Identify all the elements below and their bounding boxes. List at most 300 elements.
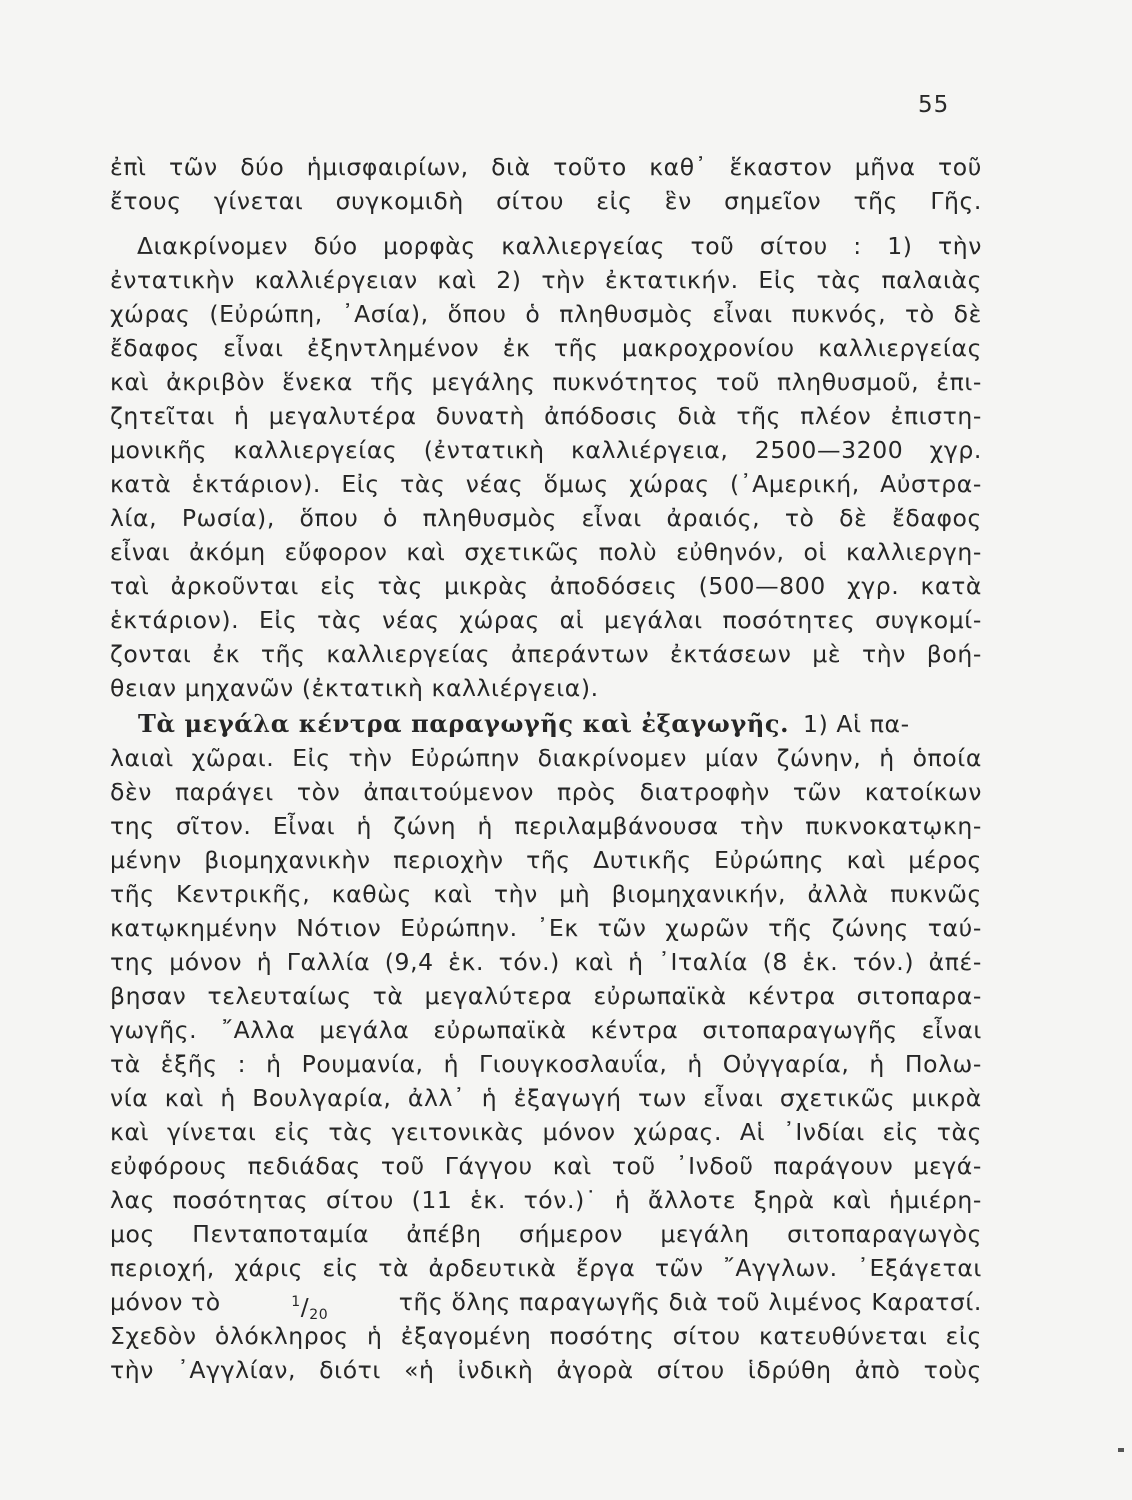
word: σίτου bbox=[325, 1186, 394, 1214]
word: ἡ bbox=[356, 812, 372, 840]
word: τοῦ bbox=[716, 368, 760, 396]
word: εἶναι bbox=[223, 334, 284, 362]
word: (9,4 bbox=[384, 948, 434, 976]
word: διότι bbox=[319, 1356, 381, 1384]
word: Ρουμανία, bbox=[301, 1050, 424, 1078]
word: (8 bbox=[762, 948, 788, 976]
word: 1) bbox=[887, 232, 913, 260]
word: ὅπου bbox=[447, 300, 507, 328]
word: λαιαὶ bbox=[110, 744, 174, 772]
word: Εὐρώπην. bbox=[400, 914, 518, 942]
word: εὔφορον bbox=[284, 538, 388, 566]
word: εἶναι bbox=[703, 1084, 764, 1112]
word: καλλιεργείας bbox=[233, 436, 398, 464]
word: καλλιεργείας bbox=[501, 232, 666, 260]
word: χγρ. bbox=[929, 436, 982, 464]
text-line bbox=[110, 467, 982, 501]
text-line bbox=[137, 229, 982, 263]
word: ὅμως bbox=[543, 470, 609, 498]
word: τὰς bbox=[328, 1118, 374, 1146]
word: ἰνδικὴ bbox=[457, 1356, 534, 1384]
text-line bbox=[110, 1319, 982, 1353]
word: πυκνοκατῳκη- bbox=[805, 812, 982, 840]
word: μικρὰ bbox=[911, 1084, 982, 1112]
text-line bbox=[110, 399, 982, 433]
word: τῆς bbox=[768, 914, 813, 942]
word: τῶν bbox=[597, 914, 647, 942]
word: τοῦτο bbox=[553, 153, 627, 181]
word: τόν.) bbox=[852, 948, 915, 976]
word: ἡ bbox=[869, 1050, 885, 1078]
word: χώρας bbox=[110, 300, 191, 328]
word: χγρ. bbox=[847, 572, 900, 600]
word: καλλιέργεια, bbox=[570, 436, 729, 464]
text-line bbox=[110, 877, 982, 911]
word: ἀποδόσεις bbox=[549, 572, 678, 600]
word: εἶναι bbox=[110, 538, 171, 566]
word: ἑκτάριον). bbox=[191, 470, 321, 498]
word: ἕκαστον bbox=[729, 153, 833, 181]
word: καὶ bbox=[574, 948, 614, 976]
word: τὰς bbox=[816, 266, 862, 294]
word: Γιουγκοσλαυΐα, bbox=[479, 1050, 668, 1078]
word: μεγάλης bbox=[431, 368, 536, 396]
word: ἔτους bbox=[110, 187, 182, 215]
word: εὐρωπαϊκὰ bbox=[433, 1016, 567, 1044]
text-line bbox=[110, 1183, 982, 1217]
word: εἰς bbox=[596, 187, 633, 215]
page-number: 55 bbox=[918, 92, 950, 118]
word: Πενταποταμία bbox=[192, 1220, 370, 1248]
word: συγκομιδὴ bbox=[335, 187, 464, 215]
word: κατὰ bbox=[920, 572, 982, 600]
word: ἔδαφος bbox=[892, 504, 982, 532]
word: ποσότητας bbox=[172, 1186, 309, 1214]
word: κατὰ bbox=[110, 470, 172, 498]
text-line bbox=[110, 637, 982, 671]
word: τοῦ bbox=[938, 153, 982, 181]
word: διατροφὴν bbox=[639, 778, 770, 806]
word: τὰ bbox=[378, 1254, 410, 1282]
word: ὁλόκληρος bbox=[214, 1322, 349, 1350]
word: ἄλλοτε bbox=[648, 1186, 737, 1214]
word: χῶραι. bbox=[191, 744, 275, 772]
word: παράγει bbox=[175, 778, 274, 806]
word: χωρῶν bbox=[665, 914, 750, 942]
text-line bbox=[110, 1115, 982, 1149]
word: των bbox=[638, 1084, 687, 1112]
word: ταὶ bbox=[110, 572, 150, 600]
word: της bbox=[110, 948, 155, 976]
word: ᾽Εξάγεται bbox=[857, 1254, 982, 1282]
word: καλλιεργείας bbox=[326, 640, 491, 668]
word: Ρωσία), bbox=[181, 504, 275, 532]
word: μεγαλύτερα bbox=[424, 982, 573, 1010]
word: καὶ bbox=[164, 1084, 204, 1112]
word: χάρις bbox=[234, 1254, 304, 1282]
word: μεγάλη bbox=[660, 1220, 750, 1248]
word: μέρος bbox=[908, 846, 982, 874]
word: πληθυσμὸς bbox=[422, 504, 557, 532]
word: πολὺ bbox=[598, 538, 658, 566]
word: καὶ bbox=[832, 1186, 872, 1214]
word: τῶν bbox=[654, 1254, 704, 1282]
word: ῎Αγγλων. bbox=[723, 1254, 838, 1282]
word: τῆς bbox=[553, 334, 599, 362]
word: Εὐρώπην bbox=[410, 744, 520, 772]
word: τῆς bbox=[110, 880, 155, 908]
text-line bbox=[110, 1013, 982, 1047]
word: Εἶναι bbox=[272, 812, 336, 840]
text-line bbox=[110, 150, 982, 184]
word: μεγάλαι bbox=[604, 606, 703, 634]
word: 2) bbox=[496, 266, 522, 294]
word: ἡ bbox=[628, 948, 644, 976]
word: ἡ bbox=[614, 1186, 631, 1214]
word: μορφὰς bbox=[383, 232, 476, 260]
word: ἕνεκα bbox=[282, 368, 353, 396]
word: ἡ bbox=[266, 1050, 282, 1078]
word: παλαιὰς bbox=[881, 266, 982, 294]
word: τοῦ bbox=[611, 1152, 656, 1180]
word: ἐκ bbox=[212, 640, 241, 668]
word: καλλιεργείας bbox=[818, 334, 982, 362]
word: σιτοπαραγωγὸς bbox=[787, 1220, 982, 1248]
word: γίνεται bbox=[213, 187, 304, 215]
word: Αἱ bbox=[739, 1118, 766, 1146]
word: τὸ bbox=[905, 300, 935, 328]
word: περιοχή, bbox=[110, 1254, 215, 1282]
text-line bbox=[110, 535, 982, 569]
word: οἱ bbox=[803, 538, 828, 566]
word: τὴν bbox=[110, 1356, 154, 1384]
section-line bbox=[110, 707, 982, 741]
word: τὸν bbox=[296, 778, 341, 806]
word: πυκνῶς bbox=[890, 880, 982, 908]
word: καὶ bbox=[552, 1152, 592, 1180]
word: καὶ bbox=[406, 538, 446, 566]
word: παράγουν bbox=[773, 1152, 894, 1180]
text-line bbox=[110, 501, 982, 535]
word: Γαλλία bbox=[286, 948, 371, 976]
word: μονικῆς bbox=[110, 436, 208, 464]
word: Εὐρώπης bbox=[714, 846, 825, 874]
word: Εἰς bbox=[258, 606, 298, 634]
word: τόν.)˙ bbox=[523, 1186, 598, 1214]
word: ὅπου bbox=[299, 504, 359, 532]
text-line bbox=[110, 1251, 982, 1285]
word: εἶναι bbox=[921, 1016, 982, 1044]
word: μίαν bbox=[704, 744, 759, 772]
word: Γῆς. bbox=[930, 187, 982, 215]
text-line bbox=[110, 297, 982, 331]
word: ἀρδευτικὰ bbox=[428, 1254, 557, 1282]
text-line bbox=[110, 569, 982, 603]
word: εἰς bbox=[274, 1118, 311, 1146]
word: ᾽Αγγλίαν, bbox=[177, 1356, 297, 1384]
word: νέας bbox=[465, 470, 524, 498]
text-line bbox=[110, 843, 982, 877]
word: τῆς bbox=[526, 846, 571, 874]
word: τῆς bbox=[736, 402, 781, 430]
word: 2500—3200 bbox=[754, 436, 904, 464]
word: ἑξῆς bbox=[160, 1050, 218, 1078]
word: ἡμιέρη- bbox=[888, 1186, 982, 1214]
word: ἐπὶ bbox=[110, 153, 147, 181]
fraction-line bbox=[110, 1285, 982, 1323]
word: σιτοπαραγωγῆς bbox=[702, 1016, 898, 1044]
word: βιομηχανικήν, bbox=[611, 880, 787, 908]
word: δύο bbox=[313, 232, 358, 260]
word: (500—800 bbox=[698, 572, 826, 600]
word: ἀραιός, bbox=[666, 504, 761, 532]
word: : bbox=[237, 1050, 247, 1078]
fraction-denominator: 20 bbox=[309, 1307, 329, 1323]
word: δύο bbox=[240, 153, 285, 181]
word: ἐξαγωγή bbox=[513, 1084, 622, 1112]
word: ἀπέ- bbox=[928, 948, 982, 976]
word: ζώνης bbox=[831, 914, 909, 942]
word: ἐκ bbox=[502, 334, 531, 362]
word: ἑκ. bbox=[470, 1186, 506, 1214]
word: ἑκ. bbox=[802, 948, 839, 976]
word: ἡ bbox=[443, 1050, 460, 1078]
word: τὰ bbox=[372, 982, 404, 1010]
word: δὲ bbox=[953, 300, 982, 328]
section-heading: Τὰ μεγάλα κέντρα παραγωγῆς καὶ ἐξαγωγῆς. bbox=[138, 709, 790, 738]
scan-mark bbox=[1118, 1448, 1124, 1452]
word: Βουλγαρία, bbox=[252, 1084, 392, 1112]
word: ἡ bbox=[220, 1084, 236, 1112]
word: ἀπὸ bbox=[854, 1356, 901, 1384]
text-line bbox=[110, 1149, 982, 1183]
word: τὴν bbox=[348, 744, 393, 772]
word: περιλαμβάνουσα bbox=[514, 812, 719, 840]
word: βοή- bbox=[926, 640, 982, 668]
word: ἐξηντλημένον bbox=[306, 334, 480, 362]
text-line bbox=[110, 331, 982, 365]
word: ᾽Εκ bbox=[536, 914, 579, 942]
text-line bbox=[110, 263, 982, 297]
word: καὶ bbox=[846, 846, 886, 874]
word: χώρας. bbox=[633, 1118, 723, 1146]
word: βιομηχανικὴν bbox=[204, 846, 371, 874]
word: ῎Αλλα bbox=[221, 1016, 296, 1044]
word: Οὐγγαρία, bbox=[722, 1050, 850, 1078]
word: ἑκ. bbox=[448, 948, 485, 976]
word: δὲν bbox=[110, 778, 153, 806]
word: ἱδρύθη bbox=[747, 1356, 832, 1384]
word: μικρὰς bbox=[444, 572, 529, 600]
word: μένην bbox=[110, 846, 182, 874]
word: Εἰς bbox=[292, 744, 331, 772]
word: μος bbox=[110, 1220, 155, 1248]
word: σῖτον. bbox=[175, 812, 252, 840]
word: εἰς bbox=[945, 1322, 982, 1350]
word: ἀλλ᾽ bbox=[407, 1084, 466, 1112]
text-fragment: τῆς ὅλης παραγωγῆς διὰ τοῦ λιμένος Καρατσί. bbox=[398, 1288, 982, 1316]
word: τὰς bbox=[377, 572, 423, 600]
word: πλέον bbox=[800, 402, 872, 430]
word: ἐκτατικήν. bbox=[605, 266, 739, 294]
word: καὶ bbox=[437, 266, 477, 294]
word: ᾽Ινδίαι bbox=[782, 1118, 865, 1146]
word: τὰς bbox=[400, 470, 446, 498]
word: τῆς bbox=[853, 187, 899, 215]
word: κέντρα bbox=[590, 1016, 679, 1044]
text-line bbox=[110, 433, 982, 467]
word: ποσότης bbox=[549, 1322, 655, 1350]
word: Πολω- bbox=[904, 1050, 982, 1078]
word: καλλιέργειαν bbox=[254, 266, 418, 294]
word: μεγάλα bbox=[319, 1016, 410, 1044]
word: πυκνός, bbox=[791, 300, 887, 328]
word: ἡ bbox=[256, 948, 273, 976]
text-line bbox=[110, 1081, 982, 1115]
word: ὁ bbox=[525, 300, 541, 328]
word: καθὼς bbox=[331, 880, 412, 908]
word: ζώνην, bbox=[776, 744, 862, 772]
word: (ἐντατικὴ bbox=[423, 436, 545, 464]
word: μακροχρονίου bbox=[622, 334, 795, 362]
word: συγκομί- bbox=[875, 606, 982, 634]
word: καὶ bbox=[110, 1118, 150, 1146]
word: κατῳκημένην bbox=[110, 914, 278, 942]
word: ἔδαφος bbox=[110, 334, 200, 362]
word: ἀπέβη bbox=[406, 1220, 482, 1248]
word: τὴν bbox=[861, 640, 906, 668]
word: ἀπαιτούμενον bbox=[363, 778, 535, 806]
word: ὁποία bbox=[912, 744, 982, 772]
word: ἀκόμη bbox=[189, 538, 266, 566]
word: ἡ bbox=[477, 812, 493, 840]
word: ἡ bbox=[687, 1050, 703, 1078]
text-line bbox=[110, 184, 982, 218]
word: ἀπόδοσις bbox=[544, 402, 659, 430]
word: ἡ bbox=[879, 744, 895, 772]
word: μὴ bbox=[559, 880, 591, 908]
text-line: θειαν μηχανῶν (ἐκτατικὴ καλλιέργεια). bbox=[110, 674, 599, 702]
word: νία bbox=[110, 1084, 149, 1112]
word: εὐθηνόν, bbox=[676, 538, 785, 566]
word: τὴν bbox=[493, 880, 538, 908]
word: ἐπι- bbox=[936, 368, 982, 396]
text-line bbox=[110, 741, 982, 775]
word: σήμερον bbox=[518, 1220, 624, 1248]
word: ἐντατικὴν bbox=[110, 266, 235, 294]
word: «ἡ bbox=[404, 1356, 435, 1384]
word: ὁ bbox=[383, 504, 399, 532]
text-line bbox=[110, 365, 982, 399]
word: ἓν bbox=[664, 187, 692, 215]
text-line bbox=[110, 809, 982, 843]
word: Εἰς bbox=[758, 266, 797, 294]
word: (Εὐρώπη, bbox=[209, 300, 323, 328]
word: ἀγορὰ bbox=[556, 1356, 634, 1384]
word: πυκνότητος bbox=[552, 368, 700, 396]
word: ἀρκοῦνται bbox=[170, 572, 299, 600]
fraction: $^1/_{20}$ bbox=[291, 1293, 329, 1323]
word: Κεντρικῆς, bbox=[176, 880, 311, 908]
word: καθ᾽ bbox=[649, 153, 708, 181]
word: εἶναι bbox=[712, 300, 773, 328]
word: κατοίκων bbox=[864, 778, 982, 806]
word: τὴν bbox=[937, 232, 982, 260]
word: γίνεται bbox=[166, 1118, 257, 1146]
word: ᾽Ινδοῦ bbox=[675, 1152, 754, 1180]
word: της bbox=[110, 812, 155, 840]
word: ἀλλὰ bbox=[807, 880, 869, 908]
word: ἐπιστη- bbox=[890, 402, 982, 430]
word: εἰς bbox=[882, 1118, 919, 1146]
word: μόνον bbox=[542, 1118, 616, 1146]
text-line bbox=[110, 1353, 982, 1387]
word: διὰ bbox=[677, 402, 718, 430]
word: σίτου bbox=[656, 1356, 725, 1384]
word: (11 bbox=[411, 1186, 453, 1214]
word: δυνατὴ bbox=[435, 402, 525, 430]
text-fragment: μόνον τὸ bbox=[110, 1288, 221, 1316]
word: ταύ- bbox=[927, 914, 982, 942]
word: σχετικῶς bbox=[779, 1084, 896, 1112]
word: Αὐστρα- bbox=[880, 470, 982, 498]
text-line bbox=[110, 1047, 982, 1081]
word: χώρας bbox=[629, 470, 710, 498]
word: εἰς bbox=[322, 1254, 359, 1282]
word: μόνον bbox=[169, 948, 243, 976]
word: Νότιον bbox=[296, 914, 382, 942]
word: ἡ bbox=[366, 1322, 383, 1350]
word: πληθυσμὸς bbox=[559, 300, 694, 328]
text-line bbox=[110, 979, 982, 1013]
word: τὴν bbox=[541, 266, 586, 294]
text-line bbox=[110, 911, 982, 945]
word: εὐφόρους bbox=[110, 1152, 228, 1180]
word: περιοχὴν bbox=[393, 846, 504, 874]
text-line bbox=[110, 1217, 982, 1251]
word: αἱ bbox=[559, 606, 585, 634]
word: καλλιεργη- bbox=[845, 538, 982, 566]
word: τῆς bbox=[260, 640, 306, 668]
word: ἐκτάσεων bbox=[670, 640, 792, 668]
word: καὶ bbox=[433, 880, 473, 908]
word: τοὺς bbox=[923, 1356, 982, 1384]
word: ἐξαγομένη bbox=[400, 1322, 532, 1350]
word: ᾽Ιταλία bbox=[658, 948, 749, 976]
word: (᾽Αμερική, bbox=[730, 470, 860, 498]
word: τῶν bbox=[169, 153, 218, 181]
word: ἡμισφαιρίων, bbox=[306, 153, 469, 181]
word: σίτου bbox=[672, 1322, 741, 1350]
word: διὰ bbox=[491, 153, 531, 181]
word: γειτονικὰς bbox=[391, 1118, 525, 1146]
word: καὶ bbox=[110, 368, 150, 396]
word: Σχεδὸν bbox=[110, 1322, 197, 1350]
word: τόν.) bbox=[498, 948, 560, 976]
word: : bbox=[853, 232, 862, 260]
word: ζητεῖται bbox=[110, 402, 215, 430]
word: τὰ bbox=[110, 1050, 141, 1078]
word: Διακρίνομεν bbox=[137, 232, 289, 260]
word: τοῦ bbox=[380, 1152, 425, 1180]
word: τὰς bbox=[936, 1118, 982, 1146]
text-line bbox=[110, 775, 982, 809]
word: Δυτικῆς bbox=[593, 846, 692, 874]
word: τῆς bbox=[369, 368, 415, 396]
word: ἑκτάριον). bbox=[110, 606, 240, 634]
word: σίτου bbox=[496, 187, 565, 215]
text-line bbox=[110, 603, 982, 637]
